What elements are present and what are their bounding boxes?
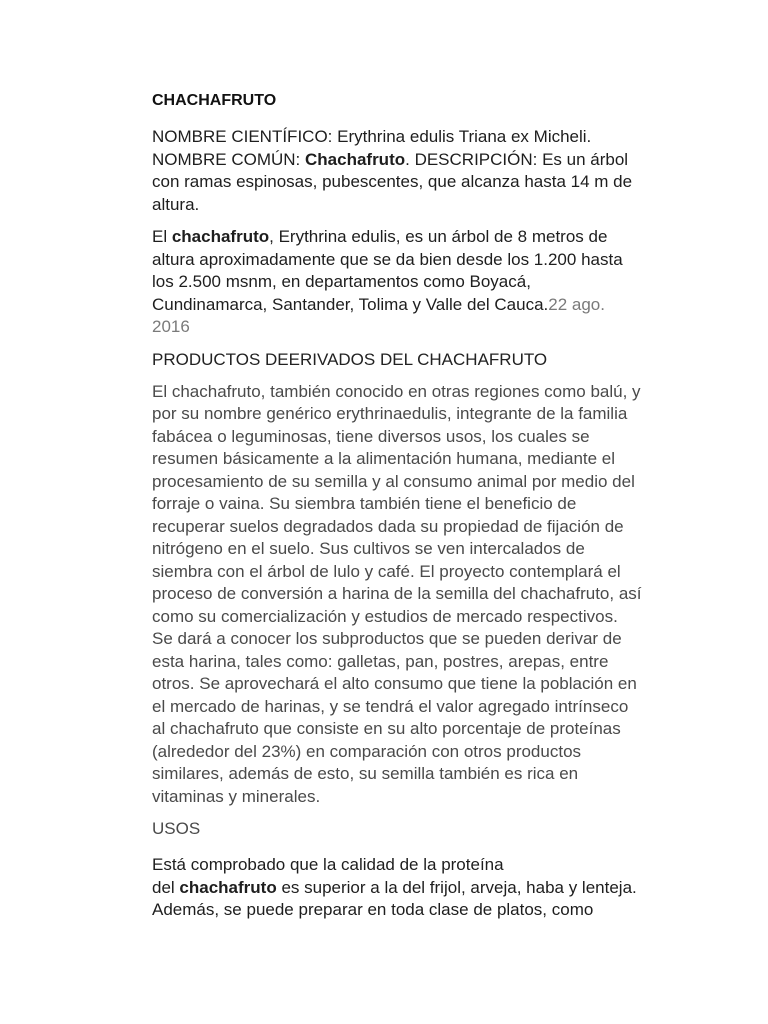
- paragraph-text: El: [152, 227, 172, 246]
- paragraph-text: del: [152, 877, 180, 897]
- paragraph-text: NOMBRE CIENTÍFICO: Erythrina edulis Triana ex Micheli. NOMBRE COMÚN:: [152, 127, 592, 169]
- paragraph-usos: [152, 854, 642, 922]
- common-name-bold: Chachafruto: [305, 149, 406, 169]
- chachafruto-bold: chachafruto: [179, 877, 277, 897]
- document-page: [152, 90, 642, 932]
- section-heading-usos: USOS: [152, 819, 201, 838]
- paragraph-text: es superior a la del frijol, arveja, haba y lenteja. Además, se puede preparar en toda clase de platos, como: [152, 877, 637, 919]
- document-title: CHACHAFRUTO: [152, 92, 277, 109]
- paragraph-text: , Erythrina edulis, es un árbol de 8 metros de altura aproximadamente que se da bien desde los 1.200 hasta los 2.500 msnm, en departamentos como Boyacá, Cundinamarca, Santander, Tolima y Valle del Cauca.: [152, 227, 623, 314]
- date-text: 22 ago. 2016: [152, 294, 605, 336]
- paragraph-text: Está comprobado que la calidad de la proteína: [152, 855, 504, 874]
- paragraph-scientific-name: [152, 126, 642, 216]
- section-heading-products: PRODUCTOS DEERIVADOS DEL CHACHAFRUTO: [152, 349, 548, 369]
- paragraph-text: . DESCRIPCIÓN: Es un árbol con ramas espinosas, pubescentes, que alcanza hasta 14 m de altura.: [152, 149, 633, 214]
- chachafruto-bold: chachafruto: [171, 227, 270, 246]
- paragraph-products: El chachafruto, también conocido en otras regiones como balú, y por su nombre genérico erythrinaedulis, integrante de la familia fabácea o leguminosas, tiene diversos usos, los cuales se resumen básicamente a la alimentación humana, mediante el procesamiento de su semilla y al consumo animal por medio del forraje o vaina. Su siembra también tiene el beneficio de recuperar suelos degradados dada su propiedad de fijación de nitrógeno en el suelo. Sus cultivos se ven intercalados de siembra con el árbol de lulo y café. El proyecto contemplará el proceso de conversión a harina de la semilla del chachafruto, así como su comercialización y estudios de mercado respectivos. Se dará a conocer los subproductos que se pueden derivar de esta harina, tales como: galletas, pan, postres, arepas, entre otros. Se aprovechará el alto consumo que tiene la población en el mercado de harinas, y se tendrá el valor agregado intrínseco al chachafruto que consiste en su alto porcentaje de proteínas (alrededor del 23%) en comparación con otros productos similares, además de esto, su semilla también es rica en vitaminas y minerales.: [152, 381, 642, 806]
- paragraph-description: [152, 226, 642, 339]
